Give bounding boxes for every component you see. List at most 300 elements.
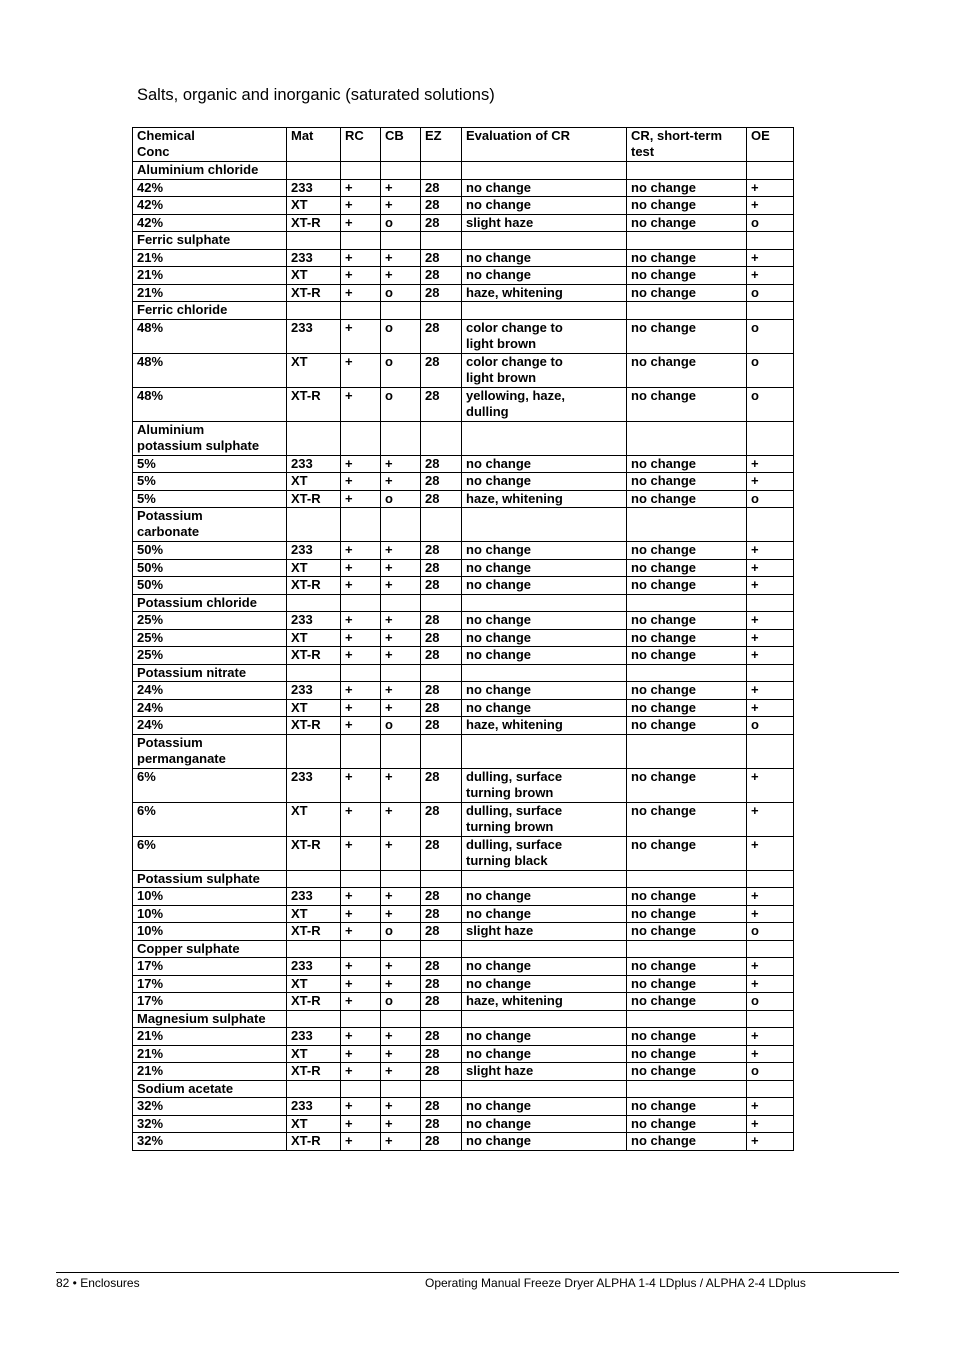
cell-cb: o: [381, 214, 421, 232]
cell-chemical-conc: 48%: [133, 353, 287, 387]
table-row: [133, 682, 794, 700]
cell-evaluation-cr: no change: [462, 905, 627, 923]
cell-oe: +: [747, 647, 794, 665]
cell-chemical-conc: Ferric sulphate: [133, 232, 287, 250]
cell-oe: o: [747, 923, 794, 941]
cell-ez: [421, 1080, 462, 1098]
cell-ez: 28: [421, 802, 462, 836]
cell-evaluation-cr: haze, whitening: [462, 717, 627, 735]
cell-ez: 28: [421, 214, 462, 232]
cell-ez: 28: [421, 923, 462, 941]
cell-rc: +: [341, 473, 381, 491]
cell-chemical-conc: Ferric chloride: [133, 302, 287, 320]
cell-oe: +: [747, 1133, 794, 1151]
chemical-group-row: [133, 162, 794, 180]
cell-rc: +: [341, 1133, 381, 1151]
cell-chemical-conc: 42%: [133, 214, 287, 232]
cell-rc: +: [341, 975, 381, 993]
cell-rc: +: [341, 905, 381, 923]
cell-ez: [421, 302, 462, 320]
cell-cr-short-term: no change: [627, 1133, 747, 1151]
cell-ez: [421, 734, 462, 768]
table-row: [133, 923, 794, 941]
cell-ez: 28: [421, 197, 462, 215]
cell-cb: +: [381, 699, 421, 717]
cell-ez: 28: [421, 836, 462, 870]
cell-chemical-conc: 32%: [133, 1098, 287, 1116]
cell-cr-short-term: no change: [627, 284, 747, 302]
cell-chemical-conc: 25%: [133, 612, 287, 630]
cell-cr-short-term: no change: [627, 768, 747, 802]
cell-oe: [747, 734, 794, 768]
cell-cb: o: [381, 490, 421, 508]
cell-cb: +: [381, 577, 421, 595]
table-row: [133, 353, 794, 387]
table-body: [133, 162, 794, 1151]
cell-evaluation-cr: no change: [462, 179, 627, 197]
cell-mat: [287, 1010, 341, 1028]
cell-rc: +: [341, 717, 381, 735]
header-evaluation-cr: Evaluation of CR: [462, 128, 627, 162]
cell-cr-short-term: no change: [627, 1098, 747, 1116]
cell-rc: +: [341, 267, 381, 285]
cell-evaluation-cr: haze, whitening: [462, 993, 627, 1011]
cell-cr-short-term: no change: [627, 993, 747, 1011]
cell-chemical-conc: 5%: [133, 490, 287, 508]
cell-chemical-conc: 21%: [133, 267, 287, 285]
cell-mat: XT-R: [287, 577, 341, 595]
footer-page-reference: 82 • Enclosures: [56, 1276, 140, 1290]
cell-cr-short-term: no change: [627, 836, 747, 870]
cell-cr-short-term: no change: [627, 214, 747, 232]
cell-cb: [381, 870, 421, 888]
chemical-group-row: [133, 664, 794, 682]
cell-mat: [287, 232, 341, 250]
cell-cb: +: [381, 802, 421, 836]
cell-evaluation-cr: dulling, surface turning brown: [462, 768, 627, 802]
chemical-group-row: [133, 1080, 794, 1098]
cell-ez: 28: [421, 975, 462, 993]
table-row: [133, 387, 794, 421]
table-header-row: [133, 128, 794, 162]
cell-cr-short-term: no change: [627, 353, 747, 387]
table-row: [133, 319, 794, 353]
cell-ez: [421, 232, 462, 250]
cell-evaluation-cr: no change: [462, 197, 627, 215]
cell-chemical-conc: 42%: [133, 197, 287, 215]
cell-chemical-conc: 10%: [133, 923, 287, 941]
cell-chemical-conc: 21%: [133, 249, 287, 267]
cell-evaluation-cr: [462, 1010, 627, 1028]
table-row: [133, 284, 794, 302]
cell-mat: XT: [287, 699, 341, 717]
cell-oe: +: [747, 267, 794, 285]
cell-mat: XT: [287, 559, 341, 577]
cell-oe: o: [747, 717, 794, 735]
table-row: [133, 455, 794, 473]
header-mat: Mat: [287, 128, 341, 162]
cell-cb: +: [381, 1115, 421, 1133]
cell-evaluation-cr: no change: [462, 1045, 627, 1063]
cell-cb: [381, 421, 421, 455]
cell-evaluation-cr: no change: [462, 612, 627, 630]
table-row: [133, 647, 794, 665]
table-row: [133, 1133, 794, 1151]
cell-ez: 28: [421, 682, 462, 700]
cell-oe: +: [747, 455, 794, 473]
chemical-resistance-table: [132, 127, 794, 1151]
cell-evaluation-cr: [462, 1080, 627, 1098]
table-row: [133, 836, 794, 870]
cell-cr-short-term: no change: [627, 717, 747, 735]
cell-rc: [341, 232, 381, 250]
cell-cb: +: [381, 647, 421, 665]
cell-cb: [381, 232, 421, 250]
cell-rc: [341, 421, 381, 455]
cell-evaluation-cr: [462, 940, 627, 958]
cell-oe: [747, 1080, 794, 1098]
cell-ez: 28: [421, 1028, 462, 1046]
cell-cb: o: [381, 353, 421, 387]
cell-evaluation-cr: slight haze: [462, 923, 627, 941]
cell-evaluation-cr: haze, whitening: [462, 490, 627, 508]
cell-oe: +: [747, 1028, 794, 1046]
cell-rc: +: [341, 387, 381, 421]
cell-evaluation-cr: color change to light brown: [462, 353, 627, 387]
cell-cb: +: [381, 629, 421, 647]
cell-rc: +: [341, 1098, 381, 1116]
cell-ez: 28: [421, 905, 462, 923]
cell-ez: 28: [421, 179, 462, 197]
cell-cb: +: [381, 1063, 421, 1081]
table-row: [133, 490, 794, 508]
cell-mat: [287, 421, 341, 455]
cell-cb: [381, 508, 421, 542]
cell-cr-short-term: no change: [627, 1063, 747, 1081]
chemical-group-row: [133, 594, 794, 612]
cell-mat: XT-R: [287, 387, 341, 421]
cell-cr-short-term: no change: [627, 612, 747, 630]
cell-cr-short-term: no change: [627, 802, 747, 836]
cell-oe: +: [747, 958, 794, 976]
cell-cr-short-term: no change: [627, 888, 747, 906]
cell-evaluation-cr: [462, 421, 627, 455]
cell-oe: [747, 421, 794, 455]
cell-chemical-conc: 17%: [133, 975, 287, 993]
cell-oe: +: [747, 197, 794, 215]
table-row: [133, 1115, 794, 1133]
cell-oe: [747, 508, 794, 542]
cell-rc: +: [341, 214, 381, 232]
cell-oe: [747, 232, 794, 250]
cell-ez: 28: [421, 1098, 462, 1116]
cell-mat: XT-R: [287, 1063, 341, 1081]
cell-mat: 233: [287, 542, 341, 560]
cell-mat: 233: [287, 319, 341, 353]
cell-rc: +: [341, 179, 381, 197]
cell-chemical-conc: 6%: [133, 768, 287, 802]
cell-evaluation-cr: dulling, surface turning brown: [462, 802, 627, 836]
cell-evaluation-cr: dulling, surface turning black: [462, 836, 627, 870]
table-row: [133, 1045, 794, 1063]
cell-ez: 28: [421, 284, 462, 302]
cell-chemical-conc: Sodium acetate: [133, 1080, 287, 1098]
cell-mat: XT: [287, 802, 341, 836]
cell-oe: o: [747, 1063, 794, 1081]
cell-oe: [747, 940, 794, 958]
cell-rc: +: [341, 682, 381, 700]
cell-oe: [747, 870, 794, 888]
cell-cr-short-term: no change: [627, 490, 747, 508]
cell-ez: 28: [421, 490, 462, 508]
table-row: [133, 1098, 794, 1116]
cell-mat: 233: [287, 1028, 341, 1046]
cell-rc: +: [341, 1115, 381, 1133]
cell-mat: [287, 940, 341, 958]
cell-cb: +: [381, 542, 421, 560]
cell-ez: 28: [421, 473, 462, 491]
cell-mat: XT-R: [287, 836, 341, 870]
table-row: [133, 179, 794, 197]
cell-evaluation-cr: yellowing, haze, dulling: [462, 387, 627, 421]
cell-chemical-conc: 10%: [133, 888, 287, 906]
cell-evaluation-cr: [462, 232, 627, 250]
cell-oe: +: [747, 682, 794, 700]
cell-mat: XT-R: [287, 923, 341, 941]
table-row: [133, 559, 794, 577]
cell-chemical-conc: 21%: [133, 1063, 287, 1081]
cell-mat: 233: [287, 888, 341, 906]
cell-ez: [421, 594, 462, 612]
cell-oe: +: [747, 473, 794, 491]
cell-chemical-conc: 50%: [133, 577, 287, 595]
cell-ez: 28: [421, 319, 462, 353]
cell-oe: +: [747, 612, 794, 630]
cell-cr-short-term: [627, 302, 747, 320]
cell-chemical-conc: 48%: [133, 319, 287, 353]
chemical-group-row: [133, 421, 794, 455]
cell-rc: [341, 1010, 381, 1028]
cell-rc: +: [341, 249, 381, 267]
cell-oe: +: [747, 699, 794, 717]
cell-ez: 28: [421, 577, 462, 595]
cell-chemical-conc: 42%: [133, 179, 287, 197]
cell-evaluation-cr: [462, 594, 627, 612]
cell-rc: +: [341, 647, 381, 665]
cell-cb: +: [381, 1028, 421, 1046]
cell-rc: +: [341, 1028, 381, 1046]
cell-mat: [287, 734, 341, 768]
cell-mat: [287, 594, 341, 612]
cell-cr-short-term: no change: [627, 179, 747, 197]
cell-rc: +: [341, 802, 381, 836]
cell-oe: +: [747, 542, 794, 560]
cell-evaluation-cr: no change: [462, 682, 627, 700]
cell-rc: +: [341, 612, 381, 630]
cell-cb: [381, 594, 421, 612]
cell-chemical-conc: 21%: [133, 284, 287, 302]
header-cb: CB: [381, 128, 421, 162]
cell-cb: +: [381, 179, 421, 197]
cell-cb: +: [381, 249, 421, 267]
cell-chemical-conc: 48%: [133, 387, 287, 421]
cell-chemical-conc: Potassium sulphate: [133, 870, 287, 888]
cell-mat: 233: [287, 455, 341, 473]
table-row: [133, 197, 794, 215]
cell-ez: 28: [421, 387, 462, 421]
cell-rc: [341, 1080, 381, 1098]
cell-oe: o: [747, 284, 794, 302]
cell-evaluation-cr: no change: [462, 888, 627, 906]
cell-chemical-conc: 50%: [133, 542, 287, 560]
cell-chemical-conc: 21%: [133, 1028, 287, 1046]
chemical-group-row: [133, 870, 794, 888]
table-row: [133, 577, 794, 595]
cell-cb: o: [381, 993, 421, 1011]
cell-mat: XT: [287, 353, 341, 387]
cell-rc: [341, 870, 381, 888]
table-row: [133, 699, 794, 717]
cell-evaluation-cr: no change: [462, 559, 627, 577]
cell-rc: +: [341, 559, 381, 577]
cell-mat: XT: [287, 197, 341, 215]
table-row: [133, 249, 794, 267]
footer-divider: [56, 1272, 899, 1273]
cell-cr-short-term: no change: [627, 1115, 747, 1133]
cell-mat: 233: [287, 612, 341, 630]
cell-cr-short-term: no change: [627, 647, 747, 665]
cell-oe: +: [747, 1045, 794, 1063]
cell-cr-short-term: no change: [627, 559, 747, 577]
cell-chemical-conc: 17%: [133, 993, 287, 1011]
cell-cb: +: [381, 559, 421, 577]
table-row: [133, 905, 794, 923]
table-row: [133, 214, 794, 232]
cell-ez: 28: [421, 768, 462, 802]
cell-cr-short-term: no change: [627, 319, 747, 353]
cell-evaluation-cr: [462, 664, 627, 682]
cell-ez: 28: [421, 249, 462, 267]
cell-chemical-conc: 6%: [133, 836, 287, 870]
cell-evaluation-cr: [462, 870, 627, 888]
table-row: [133, 629, 794, 647]
cell-cb: [381, 1010, 421, 1028]
cell-rc: [341, 302, 381, 320]
table-row: [133, 958, 794, 976]
cell-mat: [287, 1080, 341, 1098]
cell-rc: +: [341, 353, 381, 387]
cell-oe: o: [747, 993, 794, 1011]
header-cr-short-term: CR, short-term test: [627, 128, 747, 162]
cell-chemical-conc: 17%: [133, 958, 287, 976]
cell-rc: +: [341, 629, 381, 647]
cell-rc: +: [341, 284, 381, 302]
cell-oe: [747, 664, 794, 682]
table-row: [133, 768, 794, 802]
cell-cr-short-term: [627, 594, 747, 612]
cell-chemical-conc: 6%: [133, 802, 287, 836]
cell-evaluation-cr: no change: [462, 249, 627, 267]
cell-oe: +: [747, 1115, 794, 1133]
cell-mat: XT: [287, 267, 341, 285]
cell-ez: 28: [421, 993, 462, 1011]
cell-oe: +: [747, 559, 794, 577]
cell-oe: +: [747, 577, 794, 595]
header-rc: RC: [341, 128, 381, 162]
cell-cb: [381, 734, 421, 768]
cell-mat: XT-R: [287, 214, 341, 232]
cell-cr-short-term: no change: [627, 267, 747, 285]
cell-oe: +: [747, 249, 794, 267]
cell-evaluation-cr: no change: [462, 958, 627, 976]
table-row: [133, 888, 794, 906]
cell-oe: o: [747, 387, 794, 421]
cell-oe: +: [747, 905, 794, 923]
cell-cb: +: [381, 473, 421, 491]
cell-evaluation-cr: no change: [462, 473, 627, 491]
cell-mat: XT-R: [287, 993, 341, 1011]
cell-chemical-conc: 24%: [133, 717, 287, 735]
cell-oe: +: [747, 179, 794, 197]
cell-cr-short-term: no change: [627, 923, 747, 941]
cell-cb: +: [381, 1098, 421, 1116]
cell-mat: XT-R: [287, 1133, 341, 1151]
cell-cb: +: [381, 975, 421, 993]
cell-mat: XT-R: [287, 284, 341, 302]
cell-evaluation-cr: [462, 508, 627, 542]
table-row: [133, 1063, 794, 1081]
cell-oe: +: [747, 975, 794, 993]
cell-rc: +: [341, 319, 381, 353]
cell-mat: 233: [287, 179, 341, 197]
table-row: [133, 802, 794, 836]
cell-cr-short-term: [627, 162, 747, 180]
cell-cb: +: [381, 682, 421, 700]
cell-cr-short-term: [627, 508, 747, 542]
cell-ez: [421, 664, 462, 682]
cell-ez: 28: [421, 1045, 462, 1063]
cell-cb: +: [381, 836, 421, 870]
cell-evaluation-cr: slight haze: [462, 214, 627, 232]
cell-cb: [381, 1080, 421, 1098]
cell-oe: o: [747, 490, 794, 508]
cell-cr-short-term: [627, 421, 747, 455]
cell-chemical-conc: 24%: [133, 682, 287, 700]
cell-rc: [341, 594, 381, 612]
cell-cr-short-term: no change: [627, 249, 747, 267]
cell-evaluation-cr: no change: [462, 699, 627, 717]
cell-ez: 28: [421, 717, 462, 735]
cell-rc: +: [341, 923, 381, 941]
cell-evaluation-cr: no change: [462, 267, 627, 285]
cell-rc: [341, 734, 381, 768]
cell-rc: +: [341, 197, 381, 215]
header-oe: OE: [747, 128, 794, 162]
table-row: [133, 612, 794, 630]
cell-ez: 28: [421, 612, 462, 630]
cell-cb: o: [381, 387, 421, 421]
cell-oe: +: [747, 836, 794, 870]
cell-ez: [421, 940, 462, 958]
cell-mat: XT: [287, 1115, 341, 1133]
cell-cb: [381, 940, 421, 958]
cell-ez: 28: [421, 888, 462, 906]
cell-mat: [287, 870, 341, 888]
footer-manual-title: Operating Manual Freeze Dryer ALPHA 1-4 LDplus / ALPHA 2-4 LDplus: [425, 1276, 806, 1290]
cell-mat: [287, 302, 341, 320]
cell-rc: +: [341, 836, 381, 870]
table-row: [133, 473, 794, 491]
